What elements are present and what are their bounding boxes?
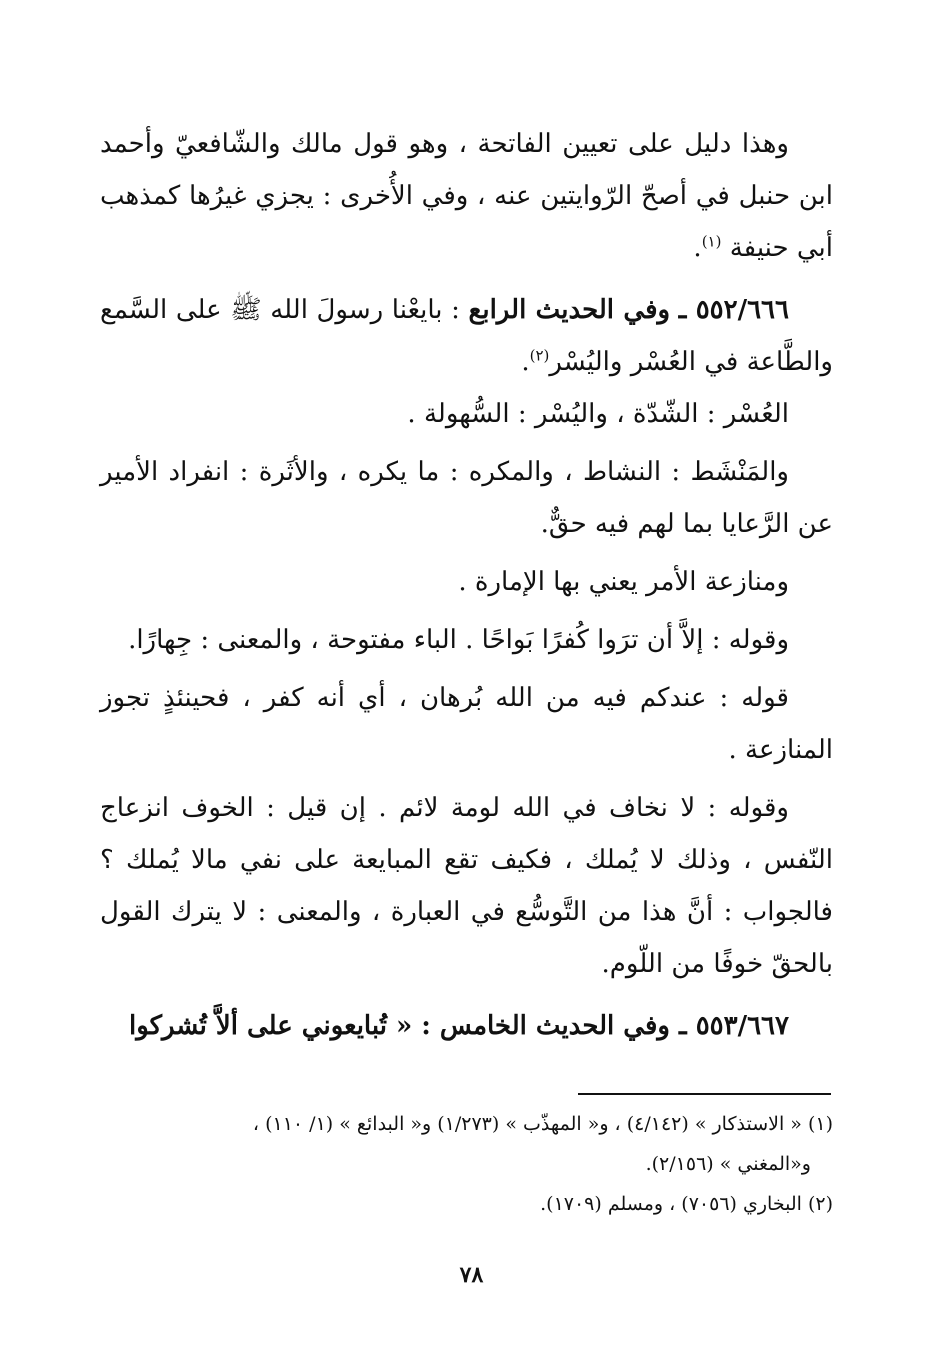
footnote-divider [578,1093,831,1095]
hadith-number: ٥٥٢/٦٦٦ ـ [678,295,789,325]
footnote-reference: (٢) [529,346,550,365]
gloss-usr: العُسْر : الشّدّة ، واليُسْر : السُّهولة . [407,399,789,429]
hadith-heading: وفي الحديث الرابع [468,295,671,325]
main-text [100,118,833,1052]
footnote-reference: (١) [701,232,722,251]
hadith-text: : بايعْنا رسولَ الله ﷺ على السَّمع والطَّاعة في العُسْر واليُسْر [100,295,833,377]
hadith-553 [100,1000,833,1052]
gloss-munazaa: ومنازعة الأمر يعني بها الإمارة . [458,567,789,597]
gloss-burhan: قوله : عندكم فيه من الله بُرهان ، أي أنه كفر ، فحينئذٍ تجوز المنازعة . [100,683,833,765]
hadith-552 [100,284,833,388]
paragraph-line: وهذا دليل على تعيين الفاتحة ، وهو قول مالك والشّافعيّ وأحمد [100,129,789,159]
page-number: ٧٨ [459,1262,484,1288]
punctuation: . [521,347,530,377]
hadith-number: ٥٥٣/٦٦٧ ـ [679,1011,789,1041]
footnote-1-continued: و«المغني » (٢/١٥٦). [645,1153,811,1175]
gloss-kufr: وقوله : إلاَّ أن ترَوا كُفرًا بَواحًا . الباء مفتوحة ، والمعنى : جِهارًا. [128,625,789,655]
paragraph-fatiha [100,118,833,274]
paragraph-line: كمذهب أبي حنيفة [100,181,833,263]
footnote-2: (٢) البخاري (٧٠٥٦) ، ومسلم (١٧٠٩). [540,1193,833,1215]
punctuation: . [693,233,702,263]
hadith-text: وفي الحديث الخامس : « تُبايعوني على ألاَّ تُشركوا [129,1011,670,1041]
footnotes [100,1104,833,1224]
gloss-manshat: والمَنْشَط : النشاط ، والمكره : ما يكره ، والأثَرة : انفراد الأمير عن الرَّعايا بما لهم فيه حقٌّ. [100,457,833,539]
paragraph-line: ابن حنبل في أصحّ الرّوايتين عنه ، وفي الأُخرى : يجزي غيرُها [189,181,833,211]
footnote-1: (١) « الاستذكار » (٤/١٤٢) ، و« المهذّب » (١/٢٧٣) و« البدائع » (١/ ١١٠) ، [252,1113,833,1135]
gloss-lawma: وقوله : لا نخاف في الله لومة لائم . إن قيل : الخوف انزعاج النّفس ، وذلك لا يُملك ، فكيف تقع المبايعة على نفي مالا يُملك ؟ فالجواب : أنَّ هذا من التَّوسُّع في العبارة ، والمعنى : لا يترك القول بالحقّ خوفًا من اللّوم. [100,793,833,979]
